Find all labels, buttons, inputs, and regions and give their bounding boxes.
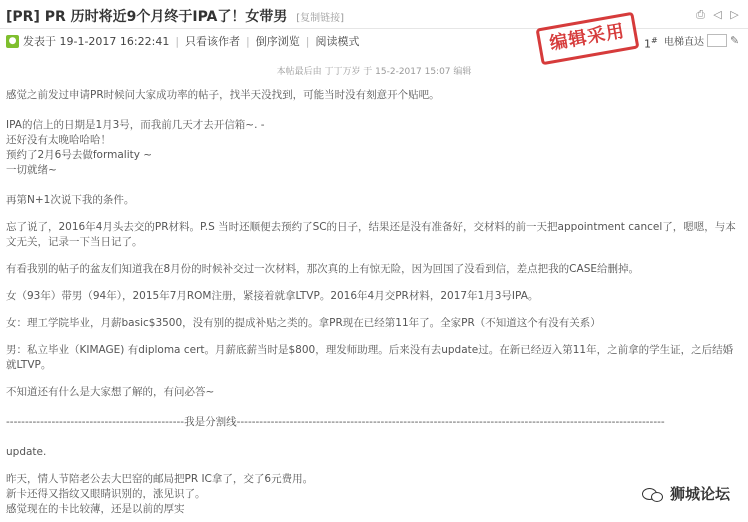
post-line: 一切就绪~ (6, 164, 57, 176)
floor-number: 1# (644, 36, 658, 51)
divider-line: -----------------------------------------------我是分割线----------------------------------------------------------------------------------------------------------------- (6, 416, 665, 428)
title-bar (0, 0, 748, 29)
post-meta-bar (6, 32, 359, 50)
edit-note: 本帖最后由 丁丁万岁 于 15-2-2017 15:07 编辑 (276, 67, 472, 77)
post-date: 发表于 19-1-2017 16:22:41 (23, 35, 170, 48)
separator: | (305, 34, 310, 48)
floor-jump-label: 电梯直达 (664, 37, 704, 48)
next-icon[interactable]: ▷ (730, 8, 739, 21)
separator: | (246, 34, 250, 48)
post-line: 有看我别的帖子的盆友们知道我在8月份的时候补交过一次材料，那次真的上有惊无险，因为回国了没看到信，差点把我的CASE给删掉。 (6, 263, 639, 275)
post-line: 感觉现在的卡比较薄，还是以前的厚实 (6, 503, 185, 515)
post-line: 女：理工学院毕业，月薪basic$3500，没有别的提成补贴之类的。拿PR现在已经第11年了。全家PR（不知道这个有没有关系） (6, 317, 601, 329)
post-line: 还好没有太晚哈哈哈！ (6, 134, 111, 146)
watermark (642, 483, 730, 504)
post-line: 忘了说了，2016年4月头去交的PR材料。P.S 当时还顺便去预约了SC的日子，结果还是没有准备好，交材料的前一天把appointment cancel了，嗯嗯，与本文无关，记录一下当日记了。 (6, 221, 736, 248)
post-line: 男：私立毕业（KIMAGE) 有diploma cert。月薪底薪当时是$800，理发师助理。后来没有去update过。在新已经迈入第11年，之前拿的学生证，之后结婚就LTVP。 (6, 344, 734, 371)
separator: | (175, 34, 180, 48)
post-line: 女（93年）带男（94年），2015年7月ROM注册，紧接着就拿LTVP。2016年4月交PR材料，2017年1月3号IPA。 (6, 290, 539, 302)
post-line: 不知道还有什么是大家想了解的，有问必答~ (6, 386, 215, 398)
reverse-order-link[interactable]: 倒序浏览 (255, 35, 300, 48)
print-icon[interactable]: ⎙ (696, 8, 705, 21)
prev-icon[interactable]: ◁ (713, 8, 722, 21)
post-content (6, 88, 736, 517)
floor-jump (664, 33, 739, 48)
post-line: 新卡还得又指纹又眼睛识别的，涨见识了。 (6, 488, 206, 500)
post-line: 昨天，情人节陪老公去大巴窑的邮局把PR IC拿了，交了6元费用。 (6, 473, 314, 485)
wechat-icon (642, 486, 664, 502)
watermark-text: 狮城论坛 (669, 485, 730, 503)
post-line: 预约了2月6号去做formality ~ (6, 149, 153, 161)
post-line: 再第N+1次说下我的条件。 (6, 194, 135, 206)
author-only-link[interactable]: 只看该作者 (185, 35, 241, 48)
post-line: 感觉之前发过申请PR时候问大家成功率的帖子，找半天没找到，可能当时没有刻意开个贴吧。 (6, 89, 440, 101)
top-icons (695, 8, 740, 22)
copy-link[interactable]: [复制链接] (296, 13, 345, 24)
wrench-icon[interactable]: ✎ (730, 34, 740, 47)
online-status-icon: ● (6, 35, 19, 48)
thread-title-text: [PR] PR 历时将近9个月终于IPA了！女带男 (6, 9, 288, 25)
thread-title (6, 6, 344, 26)
post-line: update. (6, 446, 47, 458)
floor-jump-input[interactable] (707, 34, 727, 47)
editor-pick-stamp: 编辑采用 (536, 12, 640, 66)
post-line: IPA的信上的日期是1月3号，而我前几天才去开信箱~. - (6, 119, 265, 131)
read-mode-link[interactable]: 阅读模式 (315, 35, 360, 48)
